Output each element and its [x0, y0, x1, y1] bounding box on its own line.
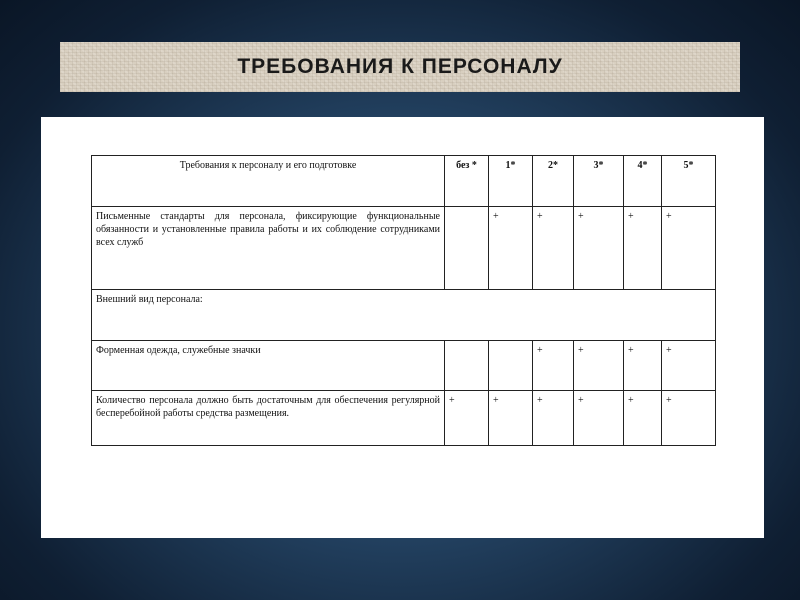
mark-cell: + — [533, 391, 574, 446]
mark-cell: + — [624, 207, 662, 290]
mark-cell: + — [533, 207, 574, 290]
slide-title: ТРЕБОВАНИЯ К ПЕРСОНАЛУ — [237, 55, 563, 78]
mark-cell: + — [624, 391, 662, 446]
title-banner — [60, 42, 740, 92]
table-row — [92, 290, 716, 341]
requirement-text: Форменная одежда, служебные значки — [92, 341, 445, 391]
header-requirements: Требования к персоналу и его подготовке — [92, 156, 445, 207]
header-2-star: 2* — [533, 156, 574, 207]
mark-cell: + — [489, 391, 533, 446]
mark-cell: + — [533, 341, 574, 391]
mark-cell — [489, 341, 533, 391]
mark-cell: + — [489, 207, 533, 290]
mark-cell — [445, 341, 489, 391]
table-row — [92, 341, 716, 391]
mark-cell: + — [624, 341, 662, 391]
table-row — [92, 207, 716, 290]
mark-cell: + — [662, 341, 716, 391]
mark-cell: + — [574, 341, 624, 391]
mark-cell — [445, 207, 489, 290]
header-5-star: 5* — [662, 156, 716, 207]
table-header-row — [92, 156, 716, 207]
header-no-star: без * — [445, 156, 489, 207]
header-1-star: 1* — [489, 156, 533, 207]
requirements-table — [91, 155, 716, 446]
section-heading: Внешний вид персонала: — [92, 290, 716, 341]
mark-cell: + — [445, 391, 489, 446]
requirement-text: Письменные стандарты для персонала, фиксирующие функциональные обязанности и установленные правила работы и их соблюдение сотрудниками всех служб — [92, 207, 445, 290]
mark-cell: + — [662, 207, 716, 290]
mark-cell: + — [574, 391, 624, 446]
table-row — [92, 391, 716, 446]
header-4-star: 4* — [624, 156, 662, 207]
mark-cell: + — [662, 391, 716, 446]
content-panel — [41, 117, 764, 538]
mark-cell: + — [574, 207, 624, 290]
requirement-text: Количество персонала должно быть достаточным для обеспечения регулярной бесперебойной работы средства размещения. — [92, 391, 445, 446]
header-3-star: 3* — [574, 156, 624, 207]
